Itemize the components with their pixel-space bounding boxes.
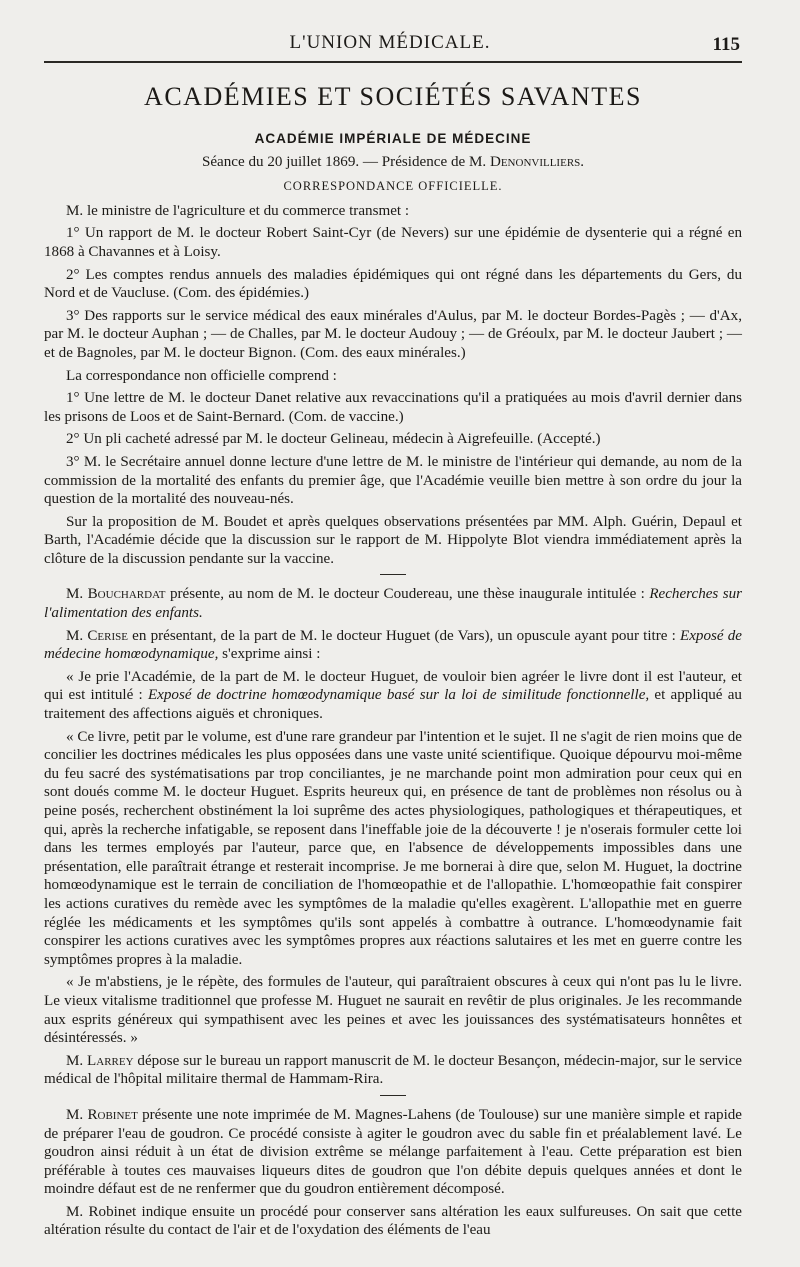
- header-rule: [44, 61, 742, 63]
- paragraph: M. Robinet indique ensuite un procédé pour conserver sans altération les eaux sulfureuses. On sait que cette altération résulte du contact de l'air et de l'oxydation des éléments de l'eau: [44, 1203, 742, 1239]
- session-president: Denonvilliers.: [489, 153, 585, 170]
- paragraph-tail: s'exprime ainsi :: [222, 646, 321, 663]
- paragraph-text: « Je prie l'Académie, de la part de M. le docteur Huguet, de vouloir bien agréer le livre dont il est l'auteur, et qui est intitulé :: [44, 668, 742, 704]
- paragraph-text: présente, au nom de M. le docteur Coudereau, une thèse inaugurale intitulée :: [169, 586, 645, 603]
- paragraph: 2° Les comptes rendus annuels des maladies épidémiques qui ont régné dans les départements du Gers, du Nord et de Vaucluse. (Com. des épidémies.): [44, 266, 742, 302]
- session-line: [44, 153, 742, 172]
- work-title: Exposé de doctrine homœodynamique basé sur la loi de similitude fonctionnelle,: [147, 687, 650, 704]
- journal-title: L'UNION MÉDICALE.: [289, 32, 491, 53]
- academy-heading: ACADÉMIE IMPÉRIALE DE MÉDECINE: [254, 131, 532, 146]
- paragraph: La correspondance non officielle comprend :: [66, 367, 337, 384]
- work-title: Recherches sur l'alimentation des enfants.: [44, 586, 743, 622]
- section-title: ACADÉMIES ET SOCIÉTÉS SAVANTES: [144, 82, 642, 111]
- paragraph: 1° Une lettre de M. le docteur Danet relative aux revaccinations qu'il a pratiquées au mois d'avril dernier dans les prisons de Loos et de Saint-Bernard. (Com. de vaccine.): [44, 390, 742, 425]
- paragraph: Sur la proposition de M. Boudet et après quelques observations présentées par MM. Alph. Guérin, Depaul et Barth, l'Académie décide que la discussion sur le rapport de M. Hippolyte Blot viendra immédiatement après la clôture de la discussion pendante sur la vaccine.: [44, 513, 742, 567]
- paragraph: 3° M. le Secrétaire annuel donne lecture d'une lettre de M. le ministre de l'intérieur qui demande, au nom de la commission de la mortalité des enfants du premier âge, que l'Académie veuille bien mettre à son ordre du jour la question de la mortalité des nouveau-nés.: [44, 453, 742, 508]
- section-divider: [380, 1095, 406, 1096]
- section-divider: [380, 574, 406, 575]
- robinet-paragraph: M. Robinet présente une note imprimée de M. Magnes-Lahens (de Toulouse) sur une manière simple et rapide de préparer l'eau de goudron. Ce procédé consiste à agiter le goudron avec du sable fin et préalablement lavé. Le goudron ainsi réduit à un état de division extrême se mélange parfaitement à l'eau. Cette préparation est bien préférable à toutes ces mauvaises liqueurs dites de goudron que l'on débite depuis quelques années et dont le moindre défaut est de ne renfermer que du goudron entièrement décomposé.: [44, 1106, 743, 1198]
- speaker-name: Cerise: [87, 627, 128, 644]
- cerise-paragraph: M. Cerise en présentant, de la part de M. le docteur Huguet (de Vars), un opuscule ayant pour titre : Exposé de médecine homœodynamique, s'exprime ainsi :: [44, 627, 742, 663]
- speaker-name: Larrey: [87, 1052, 134, 1069]
- page-number: 115: [712, 34, 740, 55]
- speaker-name: Bouchardat: [87, 586, 166, 603]
- quote-paragraph: [44, 668, 742, 724]
- paragraph: 1° Un rapport de M. le docteur Robert Saint-Cyr (de Nevers) sur une épidémie de dysenterie qui a régné en 1868 à Chavannes et à Loisy.: [44, 225, 742, 260]
- correspondence-heading: CORRESPONDANCE OFFICIELLE.: [283, 179, 503, 194]
- running-head: [40, 30, 740, 60]
- work-title: Exposé de médecine homœodynamique,: [44, 627, 742, 663]
- session-prefix: Séance du 20 juillet 1869. — Présidence de M.: [201, 153, 487, 170]
- paragraph-text: dépose sur le bureau un rapport manuscrit de M. le docteur Besançon, médecin-major, sur le service médical de l'hôpital militaire thermal de Hammam-Rira.: [44, 1052, 743, 1088]
- paragraph-text: présente une note imprimée de M. Magnes-Lahens (de Toulouse) sur une manière simple et rapide de préparer l'eau de goudron. Ce procédé consiste à agiter le goudron avec du sable fin et préalablement lavé. Le goudron ainsi réduit à un état de division extrême se mélange parfaitement à l'eau. Cette préparation est bien préférable à toutes ces mauvaises liqueurs dites de goudron que l'on débite depuis quelques années et dont le moindre défaut est de ne renfermer que du goudron entièrement décomposé.: [44, 1106, 743, 1198]
- larrey-paragraph: M. Larrey dépose sur le bureau un rapport manuscrit de M. le docteur Besançon, médecin-major, sur le service médical de l'hôpital militaire thermal de Hammam-Rira.: [44, 1052, 743, 1088]
- paragraph: M. le ministre de l'agriculture et du commerce transmet :: [66, 202, 410, 219]
- paragraph-tail: et appliqué au traitement des affections aiguës et chroniques.: [44, 687, 742, 723]
- speaker-name: Robinet: [87, 1106, 138, 1123]
- paragraph: 3° Des rapports sur le service médical des eaux minérales d'Aulus, par M. le docteur Bordes-Pagès ; — d'Ax, par M. le docteur Auphan ; — de Challes, par M. le docteur Audouy ; — de Gréoulx, par M. le docteur Jaubert ; — et de Bagnoles, par M. le docteur Bignon. (Com. des eaux minérales.): [44, 307, 742, 361]
- article-body: [44, 76, 742, 1244]
- bouchardat-paragraph: M. Bouchardat présente, au nom de M. le docteur Coudereau, une thèse inaugurale intitulée : Recherches sur l'alimentation des enfants.: [44, 586, 743, 622]
- quote-paragraph: « Je m'abstiens, je le répète, des formules de l'auteur, qui paraîtraient obscures à ceux qui n'ont pas lu le livre. Le vieux vitalisme traditionnel que professe M. Huguet ne saurait en revêtir de plus originales. Je les recommande aux esprits généreux qui sympathisent avec les peines et avec les jouissances des systématisateurs honnêtes et désintéressés. »: [44, 974, 742, 1047]
- quote-paragraph: « Ce livre, petit par le volume, est d'une rare grandeur par l'intention et le sujet. Il ne s'agit de rien moins que de concilier les doctrines médicales les plus opposées dans une vaste unité scientifique. Quoique dépourvu moi-même du feu sacré des systématisations par trop conciliantes, je ne marchande point mon admiration pour ceux qui en sont doués comme M. le docteur Huguet. Esprits heureux qui, en présence de tant de problèmes non résolus ou à peine posés, recherchent obstinément la loi suprême des actes physiologiques, pathologiques et thérapeutiques, et qui, après la recherche infatigable, se reposent dans l'ineffable joie de la découverte ! je n'oserais formuler cette loi dans les termes employés par l'auteur, parce que, en l'absence de développements impossibles dans une présentation, elle paraîtrait étrange et resterait incomprise. Je me bornerai à dire que, selon M. Huguet, la doctrine homœodynamique est le terrain de conciliation de l'homœopathie et de l'allopathie. L'homœopathie fait conspirer les actions curatives du remède avec les symptômes de la maladie qu'elles exagèrent. L'allopathie met en guerre réglée les médicaments et les symptômes qu'ils sont appelés à combattre à outrance. L'homœodynamie fait conspirer les actions curatives avec les symptômes propres aux réactions salutaires et les met en guerre contre les symptômes propres à la maladie.: [44, 728, 742, 968]
- paragraph: 2° Un pli cacheté adressé par M. le docteur Gelineau, médecin à Aigrefeuille. (Accepté.): [66, 431, 601, 448]
- paragraph-text: en présentant, de la part de M. le docteur Huguet (de Vars), un opuscule ayant pour titre :: [132, 627, 676, 644]
